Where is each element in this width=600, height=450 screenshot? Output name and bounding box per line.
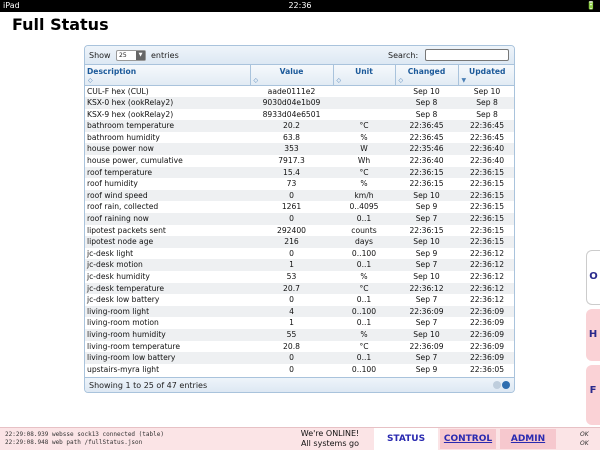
cell-value: 353 — [284, 144, 299, 154]
entries-label: entries — [151, 51, 179, 60]
cell-changed: 22:36:15 — [409, 167, 444, 177]
page-length-value: 25 — [119, 52, 127, 59]
cell-changed: 22:36:45 — [409, 121, 444, 131]
column-header-label: Unit — [355, 67, 373, 76]
connection-status — [300, 429, 360, 449]
column-header-label: Updated — [469, 67, 506, 76]
cell-unit: % — [360, 329, 368, 339]
table-row — [85, 167, 515, 179]
cell-unit: % — [360, 272, 368, 281]
table-row — [85, 85, 515, 97]
cell-unit: Wh — [357, 156, 371, 166]
cell-description: roof humidity — [87, 179, 138, 189]
cell-unit: km/h — [354, 190, 374, 200]
cell-value: 1 — [289, 318, 294, 328]
cell-unit: 0..100 — [351, 306, 377, 316]
column-header-unit[interactable] — [333, 65, 395, 85]
tab-status[interactable]: STATUS — [374, 428, 438, 450]
cell-updated: 22:36:12 — [469, 248, 505, 258]
device-name: iPad — [3, 1, 20, 10]
status-table — [85, 65, 515, 375]
table-row — [85, 143, 515, 155]
cell-description: CUL-F hex (CUL) — [87, 86, 149, 96]
cell-value: aade0111e2 — [267, 86, 316, 96]
side-tab-o[interactable]: O — [586, 250, 600, 305]
cell-description: jc-desk humidity — [87, 272, 150, 281]
cell-updated: 22:36:12 — [469, 283, 505, 293]
footer — [0, 427, 600, 450]
sort-icon: ◇ — [336, 76, 342, 84]
cell-description: house power, cumulative — [87, 156, 183, 166]
sort-icon: ◇ — [253, 76, 259, 84]
cell-value: 0 — [289, 190, 294, 200]
cell-description: jc-desk low battery — [87, 295, 160, 305]
cell-updated: 22:36:12 — [469, 295, 505, 305]
cell-value: 73 — [286, 179, 297, 189]
systems-text: All systems go — [300, 439, 360, 448]
cell-updated: Sep 8 — [476, 109, 498, 119]
column-header-value[interactable] — [250, 65, 333, 85]
cell-value: 1261 — [281, 202, 302, 212]
table-body — [85, 85, 515, 375]
column-header-label: Description — [87, 67, 137, 76]
table-row — [85, 317, 515, 329]
table-row — [85, 341, 515, 353]
cell-changed: 22:36:15 — [409, 225, 444, 235]
tab-admin[interactable]: ADMIN — [500, 429, 556, 449]
cell-updated: Sep 8 — [476, 98, 498, 108]
cell-unit — [333, 97, 395, 109]
cell-description: lipotest node age — [87, 237, 154, 247]
cell-unit: °C — [359, 167, 369, 177]
cell-description: bathroom temperature — [87, 121, 175, 131]
table-row — [85, 352, 515, 364]
online-text: We're ONLINE! — [300, 429, 360, 438]
cell-unit: W — [360, 144, 368, 154]
table-row — [85, 294, 515, 306]
device-status-bar — [0, 0, 600, 12]
cell-unit: 0..100 — [351, 248, 377, 258]
cell-changed: Sep 7 — [415, 260, 438, 270]
table-row — [85, 132, 515, 144]
cell-updated: 22:36:15 — [469, 190, 505, 200]
cell-value: 9030d04e1b09 — [262, 98, 321, 108]
table-row — [85, 213, 515, 225]
cell-changed: 22:36:09 — [409, 306, 444, 316]
column-header-label: Value — [279, 67, 304, 76]
cell-changed: Sep 9 — [415, 202, 438, 212]
cell-description: roof temperature — [87, 167, 153, 177]
ok-indicator: OK — [580, 431, 589, 438]
cell-unit: counts — [351, 225, 377, 235]
status-table-panel — [84, 45, 515, 393]
cell-description: living-room temperature — [87, 341, 180, 351]
table-row — [85, 283, 515, 295]
cell-updated: 22:36:12 — [469, 260, 505, 270]
table-row — [85, 329, 515, 341]
table-row — [85, 109, 515, 121]
table-row — [85, 259, 515, 271]
cell-updated: 22:36:12 — [469, 272, 505, 281]
table-toolbar-top — [85, 46, 514, 65]
table-toolbar-bottom — [85, 377, 514, 392]
cell-changed: 22:36:40 — [409, 156, 444, 166]
ok-indicator: OK — [580, 440, 589, 447]
cell-description: upstairs-myra light — [87, 364, 160, 374]
search-label: Search: — [388, 51, 419, 60]
table-row — [85, 120, 515, 132]
chevron-down-icon: ▼ — [136, 51, 145, 60]
log-output — [5, 431, 164, 447]
cell-unit: 0..100 — [351, 364, 377, 374]
cell-value: 20.7 — [283, 283, 300, 293]
cell-changed: Sep 7 — [415, 353, 438, 363]
cell-updated: 22:36:15 — [469, 167, 505, 177]
sort-icon: ◇ — [88, 76, 93, 84]
cell-value: 1 — [289, 260, 294, 270]
table-row — [85, 236, 515, 248]
cell-updated: 22:36:15 — [469, 237, 505, 247]
cell-unit: 0..1 — [356, 353, 372, 363]
cell-unit: % — [360, 179, 368, 189]
cell-description: roof raining now — [87, 214, 149, 224]
cell-description: jc-desk temperature — [87, 283, 165, 293]
cell-value: 53 — [286, 272, 297, 281]
table-row — [85, 155, 515, 167]
cell-changed: 22:36:12 — [409, 283, 444, 293]
column-header-label: Changed — [407, 67, 446, 76]
show-label: Show — [89, 51, 111, 60]
cell-unit: days — [355, 237, 373, 247]
cell-unit: 0..1 — [356, 260, 372, 270]
side-tab-f[interactable]: F — [586, 365, 600, 425]
log-line: 22:29:08.948 web path /fullStatus.json — [5, 439, 143, 446]
clock: 22:36 — [288, 1, 312, 10]
cell-updated: 22:36:09 — [469, 341, 505, 351]
cell-value: 4 — [289, 306, 294, 316]
page-length-select[interactable] — [116, 50, 146, 61]
cell-value: 20.2 — [283, 121, 300, 131]
cell-changed: 22:36:09 — [409, 341, 444, 351]
cell-updated: 22:36:09 — [469, 353, 505, 363]
cell-updated: 22:36:09 — [469, 318, 505, 328]
cell-value: 292400 — [277, 225, 306, 235]
sort-icon: ◇ — [398, 76, 404, 84]
cell-description: living-room motion — [87, 318, 159, 328]
cell-description: living-room humidity — [87, 329, 166, 339]
cell-value: 55 — [286, 329, 297, 339]
cell-value: 0 — [289, 214, 294, 224]
cell-description: roof wind speed — [87, 190, 148, 200]
next-page-icon[interactable] — [502, 381, 510, 389]
table-row — [85, 225, 515, 237]
cell-changed: Sep 10 — [413, 329, 440, 339]
cell-changed: Sep 10 — [413, 86, 440, 96]
cell-changed: Sep 9 — [415, 364, 438, 374]
table-header-row — [85, 65, 515, 85]
cell-description: lipotest packets sent — [87, 225, 166, 235]
cell-value: 216 — [284, 237, 299, 247]
cell-updated: 22:36:40 — [469, 144, 505, 154]
cell-value: 0 — [289, 364, 294, 374]
cell-changed: Sep 10 — [413, 237, 440, 247]
cell-unit: °C — [359, 121, 369, 131]
cell-unit: 0..1 — [356, 318, 372, 328]
cell-changed: Sep 7 — [415, 318, 438, 328]
cell-value: 8933d04e6501 — [262, 109, 321, 119]
cell-description: jc-desk light — [87, 248, 134, 258]
table-info: Showing 1 to 25 of 47 entries — [89, 381, 208, 390]
cell-value: 0 — [289, 295, 294, 305]
cell-updated: 22:36:15 — [469, 202, 505, 212]
search-input[interactable] — [425, 49, 509, 61]
cell-updated: 22:36:09 — [469, 329, 505, 339]
cell-value: 15.4 — [283, 167, 300, 177]
cell-changed: 22:36:15 — [409, 179, 444, 189]
cell-description: living-room light — [87, 306, 150, 316]
cell-unit: 0..1 — [356, 214, 372, 224]
battery-icon: 🔋 — [586, 1, 596, 10]
cell-changed: Sep 10 — [413, 272, 440, 281]
cell-unit: °C — [359, 341, 369, 351]
table-row — [85, 248, 515, 260]
cell-updated: Sep 10 — [473, 86, 501, 96]
cell-changed: 22:35:46 — [409, 144, 444, 154]
cell-description: KSX-0 hex (ookRelay2) — [87, 98, 174, 108]
cell-changed: Sep 8 — [415, 109, 438, 119]
page-title: Full Status — [12, 15, 109, 34]
cell-description: living-room low battery — [87, 353, 176, 363]
cell-unit: % — [360, 132, 368, 142]
cell-changed: Sep 7 — [415, 214, 438, 224]
sort-desc-icon: ▼ — [461, 76, 467, 84]
cell-changed: Sep 9 — [415, 248, 438, 258]
column-header-description[interactable] — [85, 65, 250, 85]
cell-value: 7917.3 — [278, 156, 305, 166]
cell-description: house power now — [87, 144, 154, 154]
table-row — [85, 190, 515, 202]
table-row — [85, 306, 515, 318]
cell-updated: 22:36:09 — [469, 306, 505, 316]
cell-changed: 22:36:45 — [409, 132, 444, 142]
cell-unit — [333, 109, 395, 121]
column-header-changed[interactable] — [395, 65, 458, 85]
side-tab-h[interactable]: H — [586, 309, 600, 361]
column-header-updated[interactable] — [458, 65, 515, 85]
cell-updated: 22:36:45 — [469, 132, 505, 142]
previous-page-icon[interactable] — [493, 381, 501, 389]
cell-unit: 0..4095 — [349, 202, 379, 212]
cell-value: 63.8 — [283, 132, 300, 142]
cell-description: jc-desk motion — [87, 260, 143, 270]
table-row — [85, 201, 515, 213]
cell-changed: Sep 10 — [413, 190, 440, 200]
cell-updated: 22:36:40 — [469, 156, 505, 166]
cell-unit — [333, 85, 395, 97]
tab-control[interactable]: CONTROL — [440, 429, 496, 449]
cell-value: 0 — [289, 353, 294, 363]
cell-unit: 0..1 — [356, 295, 372, 305]
cell-description: roof rain, collected — [87, 202, 159, 212]
table-row — [85, 97, 515, 109]
cell-description: bathroom humidity — [87, 132, 160, 142]
table-row — [85, 364, 515, 376]
cell-unit: °C — [359, 283, 369, 293]
log-line: 22:29:08.939 websse sock13 connected (table) — [5, 431, 164, 438]
cell-value: 0 — [289, 248, 294, 258]
pagination — [492, 381, 510, 391]
cell-changed: Sep 7 — [415, 295, 438, 305]
cell-updated: 22:36:15 — [469, 225, 505, 235]
cell-updated: 22:36:45 — [469, 121, 505, 131]
cell-updated: 22:36:05 — [469, 364, 505, 374]
cell-value: 20.8 — [283, 341, 300, 351]
table-row — [85, 178, 515, 190]
cell-updated: 22:36:15 — [469, 214, 505, 224]
cell-updated: 22:36:15 — [469, 179, 505, 189]
cell-description: KSX-9 hex (ookRelay2) — [87, 109, 174, 119]
table-row — [85, 271, 515, 283]
cell-changed: Sep 8 — [415, 98, 438, 108]
